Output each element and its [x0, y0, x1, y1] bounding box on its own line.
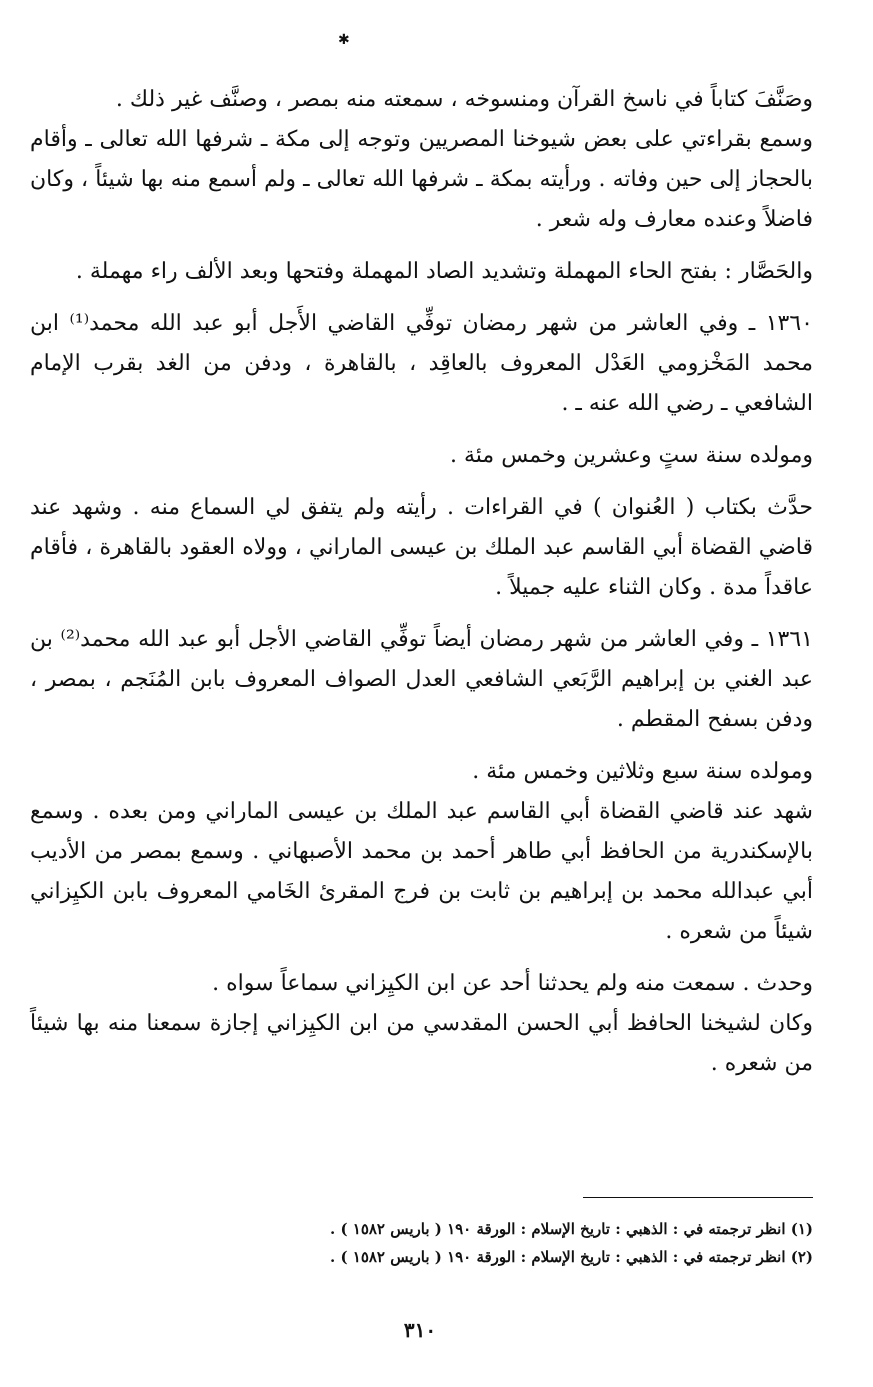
page-body	[30, 80, 813, 1084]
footnotes	[213, 1215, 813, 1271]
page-number: ٣١٠	[403, 1318, 437, 1342]
entry-1360: ١٣٦٠ ـ وفي العاشر من شهر رمضان توفِّي القاضي الأَجل أبو عبد الله محمد⁽¹⁾ ابن محمد المَخْزومي العَدْل المعروف بالعاقِد ، بالقاهرة ، ودفن من الغد بقرب الإمام الشافعي ـ رضي الله عنه ـ .	[30, 311, 813, 416]
paragraph-testimony-1361: شهد عند قاضي القضاة أبي القاسم عبد الملك بن عيسى الماراني ومن بعده . وسمع بالإسكندرية من الحافظ أبي طاهر أحمد بن محمد الأصبهاني . وسمع بمصر من الأديب أبي عبدالله محمد بن إبراهيم بن ثابت بن فرج المقرئ الخَامي المعروف بابن الكيِزاني شيئاً من شعره .	[30, 799, 813, 944]
paragraph-birth-1360: ومولده سنة ستٍ وعشرين وخمس مئة .	[450, 443, 813, 468]
footnote-2: (٢) انظر ترجمته في : الذهبي : تاريخ الإسلام : الورقة ١٩٠ ( باريس ١٥٨٢ ) .	[330, 1248, 813, 1266]
entry-1361: ١٣٦١ ـ وفي العاشر من شهر رمضان أيضاً توفِّي القاضي الأجل أبو عبد الله محمد⁽²⁾ بن عبد الغني بن إبراهيم الرَّبَعي الشافعي العدل الصواف المعروف بابن المُنَجم ، بمصر ، ودفن بسفح المقطم .	[30, 627, 813, 732]
paragraph-ijaza-1361: وكان لشيخنا الحافظ أبي الحسن المقدسي من ابن الكيِزاني إجازة سمعنا منه بها شيئاً من شعره .	[30, 1011, 813, 1076]
paragraph-hadith-1360: حدَّث بكتاب ( العُنوان ) في القراءات . رأيته ولم يتفق لي السماع منه . وشهد عند قاضي القضاة أبي القاسم عبد الملك بن عيسى الماراني ، وولاه العقود بالقاهرة ، فأقام عاقداً مدة . وكان الثناء عليه جميلاً .	[30, 495, 813, 600]
paragraph-narrated-1361: وحدث . سمعت منه ولم يحدثنا أحد عن ابن الكيِزاني سماعاً سواه .	[212, 971, 813, 996]
paragraph-1: وصَنَّفَ كتاباً في ناسخ القرآن ومنسوخه ، سمعته منه بمصر ، وصنَّف غير ذلك .	[115, 87, 813, 112]
paragraph-2: وسمع بقراءتي على بعض شيوخنا المصريين وتوجه إلى مكة ـ شرفها الله تعالى ـ وأقام بالحجاز إلى حين وفاته . ورأيته بمكة ـ شرفها الله تعالى ـ ولم أسمع منه بها شيئاً ، وكان فاضلاً وعنده معارف وله شعر .	[30, 127, 813, 232]
paragraph-birth-1361: ومولده سنة سبع وثلاثين وخمس مئة .	[472, 759, 813, 784]
top-ornament: ✱	[338, 32, 350, 48]
paragraph-3: والحَصَّار : بفتح الحاء المهملة وتشديد الصاد المهملة وفتحها وبعد الألف راء مهملة .	[75, 259, 813, 284]
footnote-divider	[583, 1197, 813, 1198]
footnote-1: (١) انظر ترجمته في : الذهبي : تاريخ الإسلام : الورقة ١٩٠ ( باريس ١٥٨٢ ) .	[330, 1220, 813, 1238]
